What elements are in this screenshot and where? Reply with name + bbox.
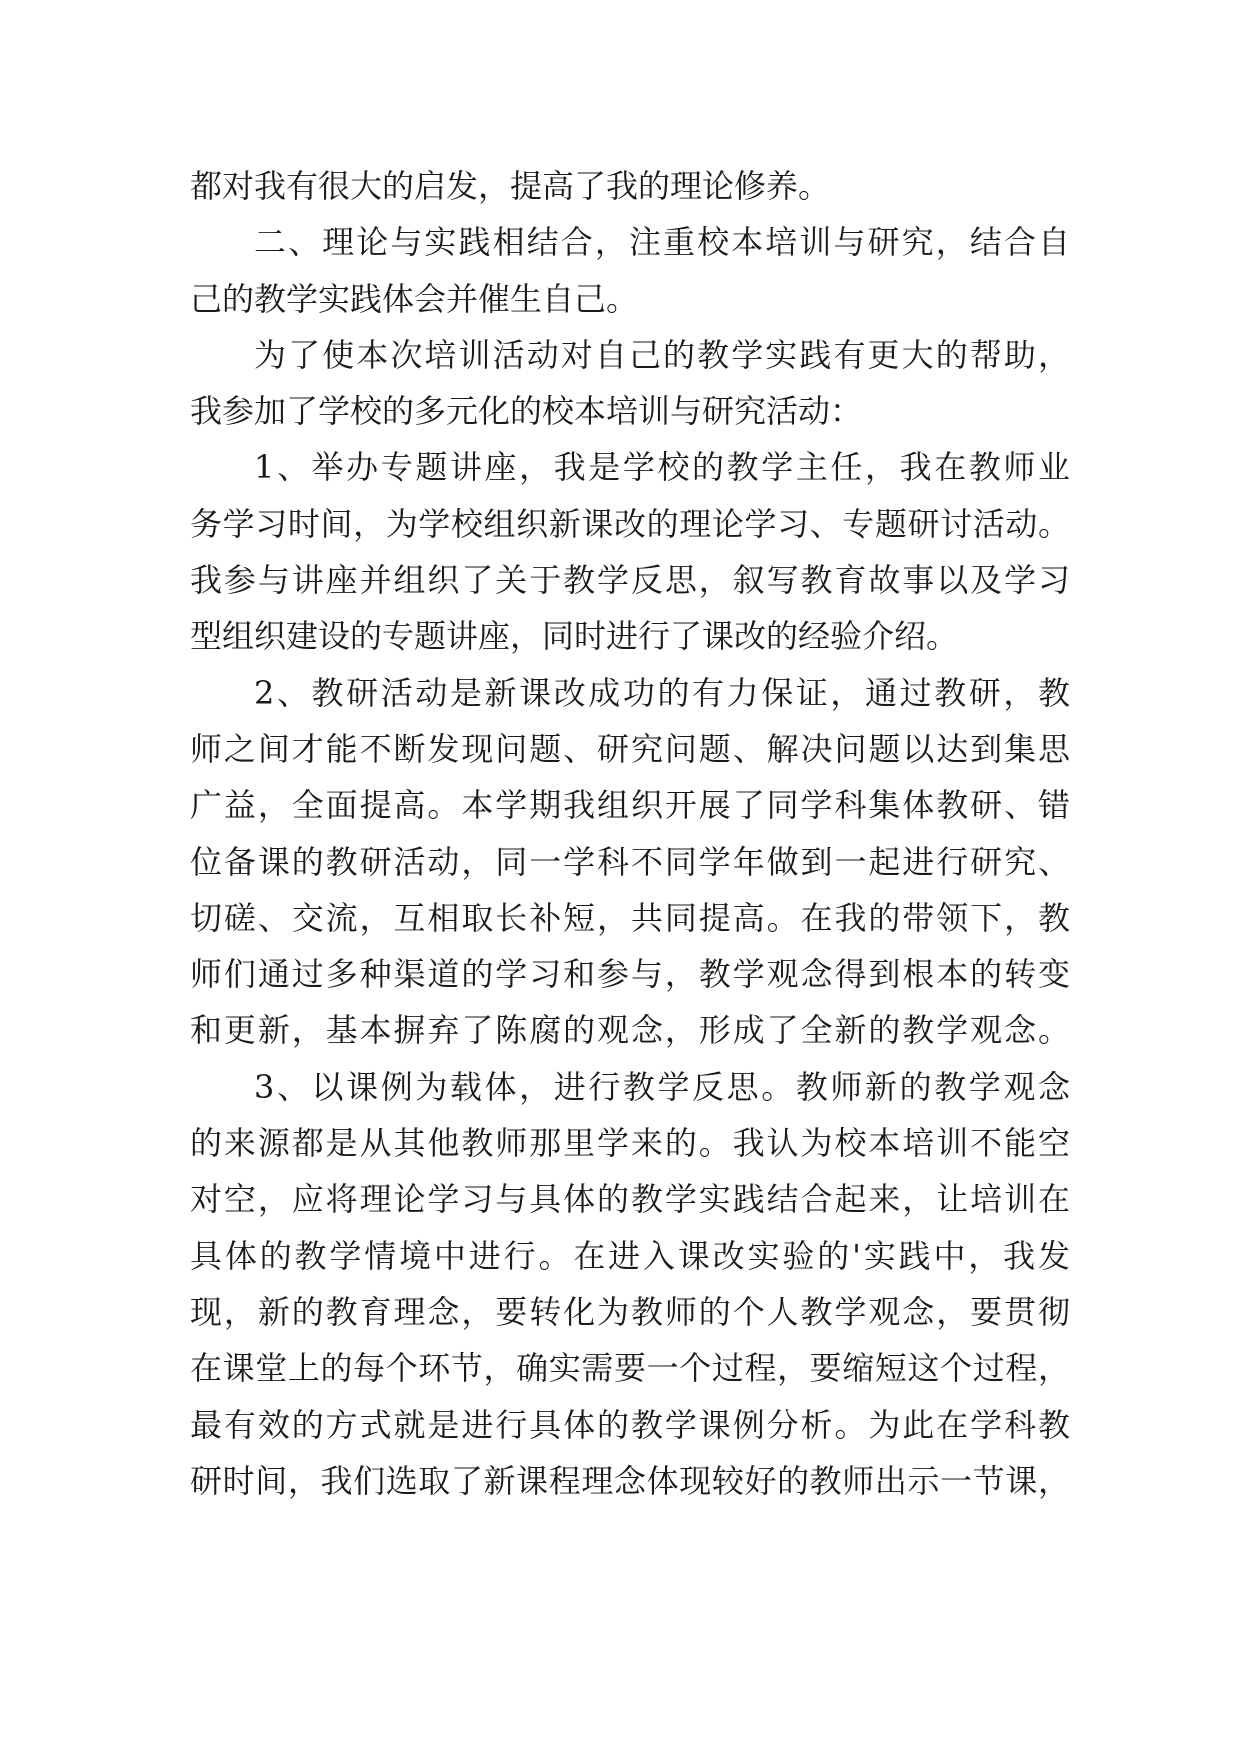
- text-line: 在课堂上的每个环节，确实需要一个过程，要缩短这个过程，: [190, 1349, 1070, 1388]
- text-line: 己的教学实践体会并催生自己。: [190, 279, 639, 318]
- text-line: 具体的教学情境中进行。在进入课改实验的'实践中，我发: [190, 1236, 1070, 1275]
- text-line: 的来源都是从其他教师那里学来的。我认为校本培训不能空: [190, 1124, 1070, 1163]
- text-line: 切磋、交流，互相取长补短，共同提高。在我的带领下，教: [190, 898, 1070, 937]
- text-line: 对空，应将理论学习与具体的教学实践结合起来，让培训在: [190, 1180, 1070, 1219]
- text-line: 我参与讲座并组织了关于教学反思，叙写教育故事以及学习: [190, 561, 1070, 600]
- text-line: 研时间，我们选取了新课程理念体现较好的教师出示一节课，: [190, 1461, 1070, 1500]
- text-line: 最有效的方式就是进行具体的教学课例分析。为此在学科教: [190, 1405, 1070, 1444]
- text-line: 型组织建设的专题讲座，同时进行了课改的经验介绍。: [190, 617, 959, 656]
- text-line: 务学习时间，为学校组织新课改的理论学习、专题研讨活动。: [190, 504, 1070, 543]
- text-line: 现，新的教育理念，要转化为教师的个人教学观念，要贯彻: [190, 1292, 1070, 1331]
- text-line: 位备课的教研活动，同一学科不同学年做到一起进行研究、: [190, 842, 1070, 881]
- text-line: 广益，全面提高。本学期我组织开展了同学科集体教研、错: [190, 786, 1070, 825]
- text-line: 都对我有很大的启发，提高了我的理论修养。: [190, 167, 831, 205]
- text-line: 和更新，基本摒弃了陈腐的观念，形成了全新的教学观念。: [190, 1011, 1070, 1050]
- text-line: 师们通过多种渠道的学习和参与，教学观念得到根本的转变: [190, 955, 1070, 994]
- text-line: 师之间才能不断发现问题、研究问题、解决问题以达到集思: [190, 729, 1070, 768]
- text-line: 我参加了学校的多元化的校本培训与研究活动：: [190, 392, 863, 431]
- text-line: 2、教研活动是新课改成功的有力保证，通过教研，教: [254, 673, 1070, 712]
- text-line: 1、举办专题讲座，我是学校的教学主任，我在教师业: [254, 448, 1070, 487]
- document-body: [190, 158, 1070, 1509]
- text-line: 二、理论与实践相结合，注重校本培训与研究，结合自: [254, 223, 1070, 262]
- text-line: 3、以课例为载体，进行教学反思。教师新的教学观念: [254, 1067, 1070, 1106]
- text-line: 为了使本次培训活动对自己的教学实践有更大的帮助，: [254, 335, 1070, 374]
